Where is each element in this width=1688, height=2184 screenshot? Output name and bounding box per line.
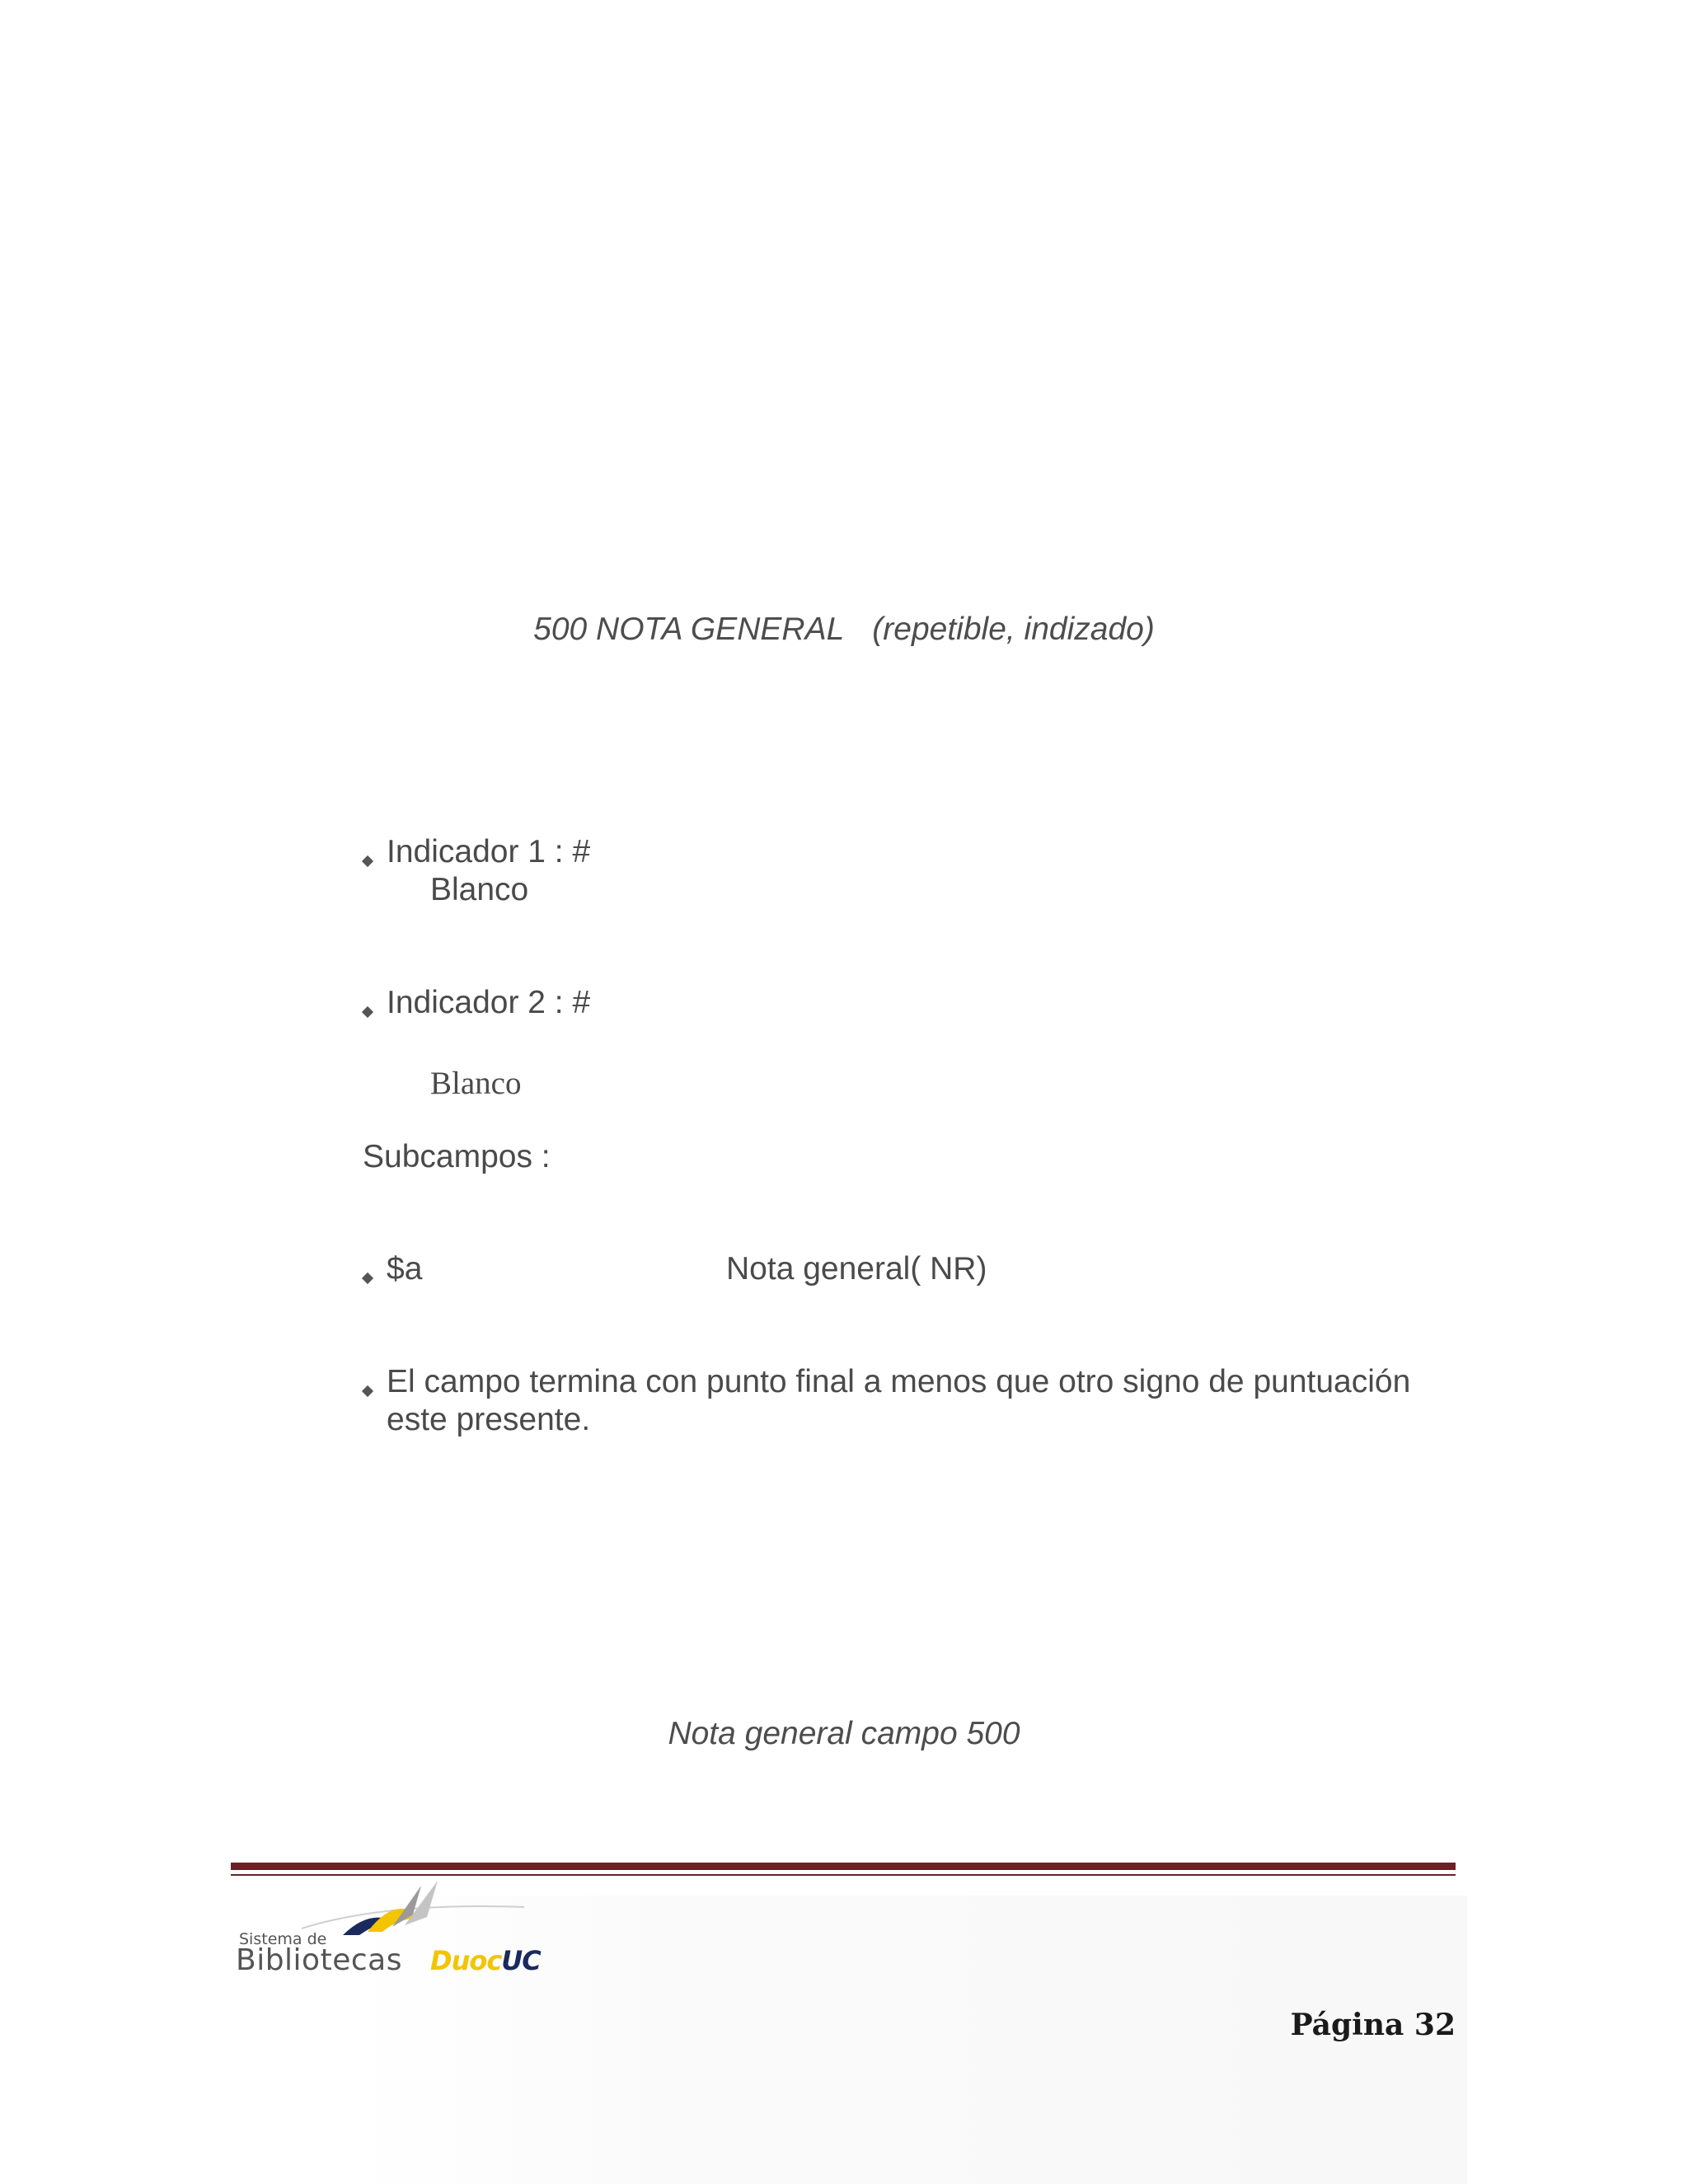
section-title-main: 500 NOTA GENERAL	[533, 612, 845, 647]
rule-note-line-2: este presente.	[387, 1402, 591, 1437]
library-logo	[236, 1877, 582, 1977]
bullet-icon	[362, 1006, 373, 1018]
indicator-1-value: Blanco	[430, 872, 529, 907]
logo-brand-uc: UC	[501, 1945, 541, 1976]
rule-note-line-1: El campo termina con punto final a menos que otro signo de puntuación	[387, 1364, 1411, 1399]
subfield-code: $a	[387, 1251, 423, 1286]
subfield-description: Nota general( NR)	[726, 1251, 987, 1286]
section-title-qualifier: (repetible, indizado)	[872, 612, 1155, 647]
footer-rule-thin	[231, 1874, 1456, 1876]
logo-text-big: Bibliotecas	[236, 1943, 402, 1977]
footer-rule-thick	[231, 1863, 1456, 1870]
bullet-icon	[362, 1272, 373, 1284]
indicator-2-value: Blanco	[430, 1066, 522, 1101]
logo-brand	[430, 1945, 541, 1976]
indicator-1-label: Indicador 1 : #	[387, 834, 591, 869]
indicator-2-label: Indicador 2 : #	[387, 985, 591, 1020]
figure-caption: Nota general campo 500	[668, 1716, 1020, 1751]
bullet-icon	[362, 1385, 373, 1397]
logo-text-small: Sistema de	[239, 1930, 327, 1948]
page-number: Página 32	[1290, 2008, 1456, 2042]
subfields-heading: Subcampos :	[363, 1139, 551, 1174]
section-title	[0, 612, 1688, 648]
bullet-icon	[362, 855, 373, 867]
logo-brand-duoc: Duoc	[430, 1945, 502, 1976]
